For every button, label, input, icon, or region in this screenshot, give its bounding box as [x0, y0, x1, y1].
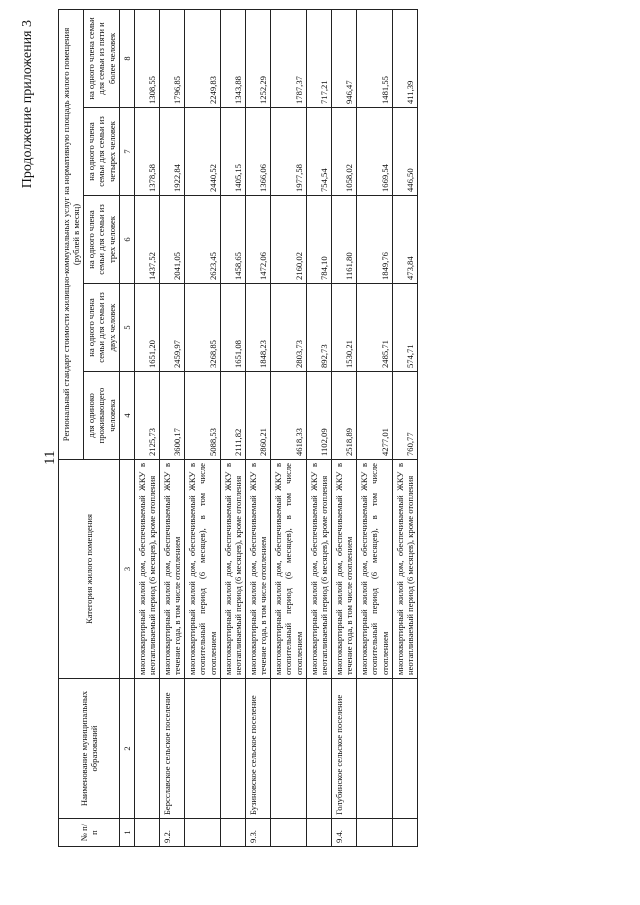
standard-value: 1669,54	[357, 108, 392, 196]
municipality-name	[306, 679, 331, 819]
standard-value: 760,77	[392, 372, 417, 460]
standard-value: 446,50	[392, 108, 417, 196]
housing-category: многоквартирный жилой дом, обеспечиваемый ЖКУ в течение года, в том числе отоплением	[245, 460, 270, 679]
column-number: 2	[119, 679, 134, 819]
standard-value: 1472,06	[245, 196, 270, 284]
standard-value: 2440,52	[185, 108, 220, 196]
standard-value: 2041,05	[160, 196, 185, 284]
municipality-name: Бузиновское сельское поселение	[245, 679, 270, 819]
standard-value: 784,10	[306, 196, 331, 284]
standard-value: 1343,88	[220, 9, 245, 107]
housing-category: многоквартирный жилой дом, обеспечиваемый ЖКУ в неотапливаемый период (6 месяцев), кроме отопления	[306, 460, 331, 679]
municipality-name	[134, 679, 159, 819]
housing-category: многоквартирный жилой дом, обеспечиваемый ЖКУ в течение года, в том числе отоплением	[331, 460, 356, 679]
standard-value: 2485,71	[357, 284, 392, 372]
header-sub-3: на одного члена семьи для семьи из трех человек	[84, 196, 119, 284]
standard-value: 1651,08	[220, 284, 245, 372]
row-number	[271, 819, 306, 847]
housing-category: многоквартирный жилой дом, обеспечиваемый ЖКУ в неотапливаемый период (6 месяцев), кроме отопления	[392, 460, 417, 679]
row-number	[134, 819, 159, 847]
table-row	[357, 9, 392, 846]
standard-value: 1405,15	[220, 108, 245, 196]
table-row	[306, 9, 331, 846]
table-row	[134, 9, 159, 846]
header-sub-5: на одного члена семьи для семьи из пяти и более человек	[84, 9, 119, 107]
standard-value: 1058,02	[331, 108, 356, 196]
standard-value: 1977,58	[271, 108, 306, 196]
standard-value: 3600,17	[160, 372, 185, 460]
header-sub-1: для одиноко проживающего человека	[84, 372, 119, 460]
standard-value: 1161,80	[331, 196, 356, 284]
table-row	[331, 9, 356, 846]
row-number: 9.3.	[245, 819, 270, 847]
row-number	[185, 819, 220, 847]
municipality-name: Берсславское сельское поселение	[160, 679, 185, 819]
standard-value: 4618,33	[271, 372, 306, 460]
column-number: 5	[119, 284, 134, 372]
standard-value: 1437,52	[134, 196, 159, 284]
standard-value: 5088,53	[185, 372, 220, 460]
column-number: 7	[119, 108, 134, 196]
header-num: № п/п	[59, 819, 120, 847]
standard-value: 1787,37	[271, 9, 306, 107]
standard-value: 1102,09	[306, 372, 331, 460]
column-number: 3	[119, 460, 134, 679]
header-name: Наименование муниципальных образований	[59, 679, 120, 819]
standard-value: 1922,84	[160, 108, 185, 196]
column-number: 4	[119, 372, 134, 460]
row-number	[220, 819, 245, 847]
standard-value: 1366,06	[245, 108, 270, 196]
standard-value: 2459,97	[160, 284, 185, 372]
standard-value: 2111,82	[220, 372, 245, 460]
standard-value: 3268,85	[185, 284, 220, 372]
column-numbers-row	[119, 9, 134, 846]
table-body	[134, 9, 417, 846]
housing-category: многоквартирный жилой дом, обеспечиваемый ЖКУ в неотапливаемый период (6 месяцев), кроме отопления	[220, 460, 245, 679]
header-sub-4: на одного члена семьи для семьи из четырех человек	[84, 108, 119, 196]
table-row	[220, 9, 245, 846]
municipality-name	[392, 679, 417, 819]
standard-value: 2860,21	[245, 372, 270, 460]
municipality-name	[271, 679, 306, 819]
row-number	[392, 819, 417, 847]
standard-value: 2623,45	[185, 196, 220, 284]
tariff-table	[58, 9, 418, 847]
page-number: 11	[42, 450, 58, 465]
housing-category: многоквартирный жилой дом, обеспечиваемый ЖКУ в течение года, в том числе отоплением	[160, 460, 185, 679]
standard-value: 411,39	[392, 9, 417, 107]
standard-value: 1252,29	[245, 9, 270, 107]
municipality-name	[220, 679, 245, 819]
municipality-name: Голубинское сельское поселение	[331, 679, 356, 819]
table-row	[392, 9, 417, 846]
row-number: 9.4.	[331, 819, 356, 847]
appendix-title: Продолжение приложения 3	[20, 20, 35, 189]
standard-value: 717,21	[306, 9, 331, 107]
standard-value: 2125,73	[134, 372, 159, 460]
standard-value: 2249,83	[185, 9, 220, 107]
standard-value: 892,73	[306, 284, 331, 372]
column-number: 6	[119, 196, 134, 284]
header-sub-2: на одного члена семьи для семьи из двух человек	[84, 284, 119, 372]
housing-category: многоквартирный жилой дом, обеспечиваемый ЖКУ в отопительный период (6 месяцев), в том числе отоплением	[185, 460, 220, 679]
column-number: 8	[119, 9, 134, 107]
row-number	[306, 819, 331, 847]
column-number: 1	[119, 819, 134, 847]
table-row	[245, 9, 270, 846]
header-standard: Региональный стандарт стоимости жилищно-коммунальных услуг на нормативную площадь жилого помещения (рублей в месяц)	[59, 9, 84, 459]
standard-value: 2518,89	[331, 372, 356, 460]
standard-value: 1796,85	[160, 9, 185, 107]
row-number	[357, 819, 392, 847]
municipality-name	[185, 679, 220, 819]
table-row	[271, 9, 306, 846]
housing-category: многоквартирный жилой дом, обеспечиваемый ЖКУ в отопительный период (6 месяцев), в том числе отоплением	[271, 460, 306, 679]
header-category: Категория жилого помещения	[59, 460, 120, 679]
standard-value: 1848,23	[245, 284, 270, 372]
standard-value: 4277,01	[357, 372, 392, 460]
housing-category: многоквартирный жилой дом, обеспечиваемый ЖКУ в неотапливаемый период (6 месяцев), кроме отопления	[134, 460, 159, 679]
standard-value: 1651,20	[134, 284, 159, 372]
standard-value: 2160,02	[271, 196, 306, 284]
standard-value: 1458,65	[220, 196, 245, 284]
standard-value: 1849,76	[357, 196, 392, 284]
table-row	[160, 9, 185, 846]
standard-value: 1530,21	[331, 284, 356, 372]
municipality-name	[357, 679, 392, 819]
standard-value: 754,54	[306, 108, 331, 196]
standard-value: 2803,73	[271, 284, 306, 372]
standard-value: 473,84	[392, 196, 417, 284]
standard-value: 1481,55	[357, 9, 392, 107]
standard-value: 946,47	[331, 9, 356, 107]
table-row	[185, 9, 220, 846]
standard-value: 1378,58	[134, 108, 159, 196]
standard-value: 1308,55	[134, 9, 159, 107]
row-number: 9.2.	[160, 819, 185, 847]
standard-value: 574,71	[392, 284, 417, 372]
housing-category: многоквартирный жилой дом, обеспечиваемый ЖКУ в отопительный период (6 месяцев), в том числе отоплением	[357, 460, 392, 679]
